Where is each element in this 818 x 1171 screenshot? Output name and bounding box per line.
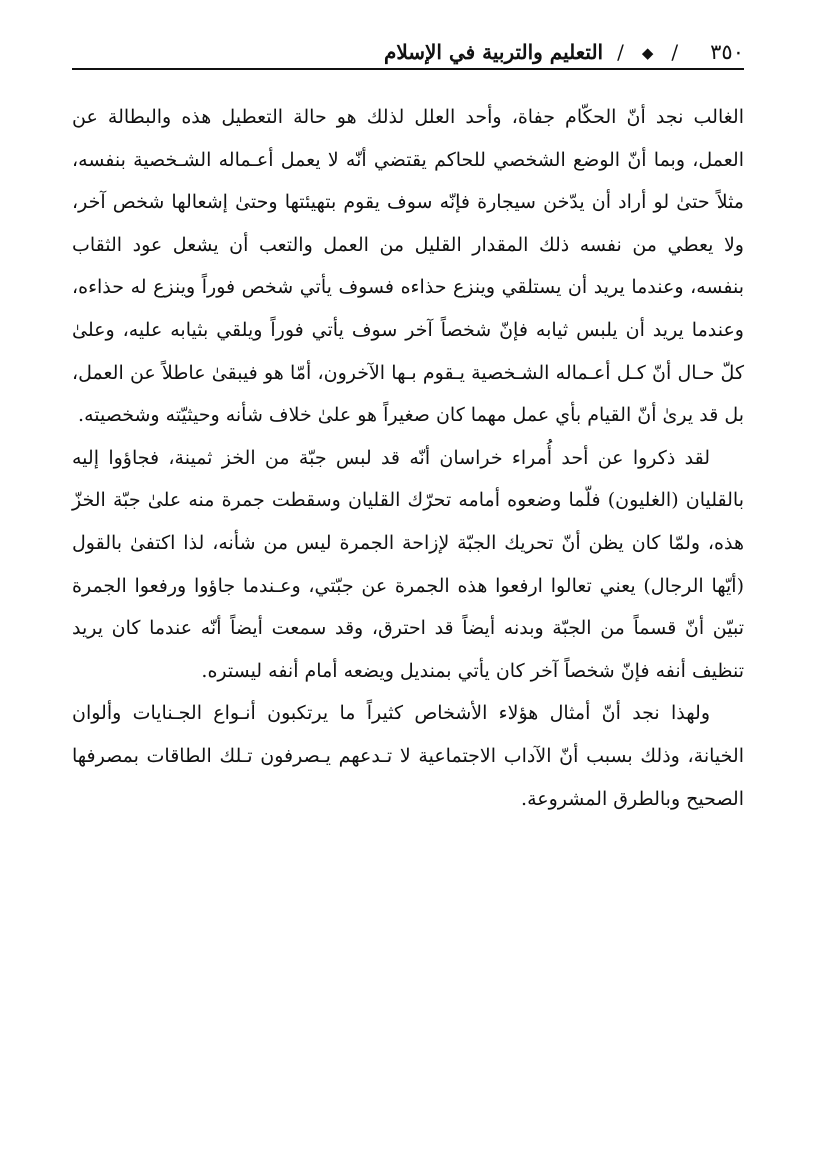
- body-text: [72, 96, 744, 820]
- diamond-icon: ◆: [641, 44, 654, 62]
- book-page: [72, 28, 744, 820]
- paragraph: ولهذا نجد أنّ أمثال هؤلاء الأشخاص كثيراً ما يرتكبون أنـواع الجـنايات وألوان الخيانة، وذلك بسبب أنّ الآداب الاجتماعية لا تـدعهم يـصرفون تـلك الطاقات بمصرفها الصحيح وبالطرق المشروعة.: [72, 702, 744, 810]
- book-title: التعليم والتربية في الإسلام: [383, 40, 604, 64]
- running-header: [72, 28, 744, 70]
- header-separator: /: [671, 40, 679, 64]
- paragraph: لقد ذكروا عن أحد أُمراء خراسان أنّه قد لبس جبّة من الخز ثمينة، فجاؤوا إليه بالقليان (الغليون) فلّما وضعوه أمامه تحرّك القليان وسقطت جمرة منه علىٰ جبّة الخزّ هذه، ولمّا كان يظن أنّ تحريك الجبّة لإزاحة الجمرة ليس من شأنه، لذا اكتفىٰ بالقول (أيّها الرجال) يعني تعالوا ارفعوا هذه الجمرة عن جبّتي، وعـندما جاؤوا ورفعوا الجمرة تبيّن أنّ قسماً من الجبّة وبدنه أيضاً قد احترق، وقد سمعت أيضاً أنّه عندما كان يريد تنظيف أنفه فإنّ شخصاً آخر كان يأتي بمنديل ويضعه أمام أنفه ليستره.: [72, 446, 744, 682]
- page-number: ٣٥٠: [710, 40, 744, 64]
- paragraph: الغالب نجد أنّ الحكّام جفاة، وأحد العلل لذلك هو حالة التعطيل هذه والبطالة عن العمل، وبما أنّ الوضع الشخصي للحاكم يقتضي أنّه لا يعمل أعـماله الشـخصية بنفسه، مثلاً حتىٰ لو أراد أن يدّخن سيجارة فإنّه سوف يقوم بتهيئتها وحتىٰ إشعالها شخص آخر، ولا يعطي من نفسه ذلك المقدار القليل من العمل والتعب أن يشعل عود الثقاب بنفسه، وعندما يريد أن يستلقي وينزع حذاءه فسوف يأتي شخص فوراً وينزع له حذاءه، وعندما يريد أن يلبس ثيابه فإنّ شخصاً آخر سوف يأتي فوراً ويلقي بثيابه عليه، وعلىٰ كلّ حـال أنّ كـل أعـماله الشـخصية يـقوم بـها الآخرون، أمّا هو فيبقىٰ عاطلاً عن العمل، بل قد يرىٰ أنّ القيام بأي عمل مهما كان صغيراً هو علىٰ خلاف شأنه وحيثيّته وشخصيته.: [72, 106, 744, 427]
- header-separator: /: [617, 40, 624, 64]
